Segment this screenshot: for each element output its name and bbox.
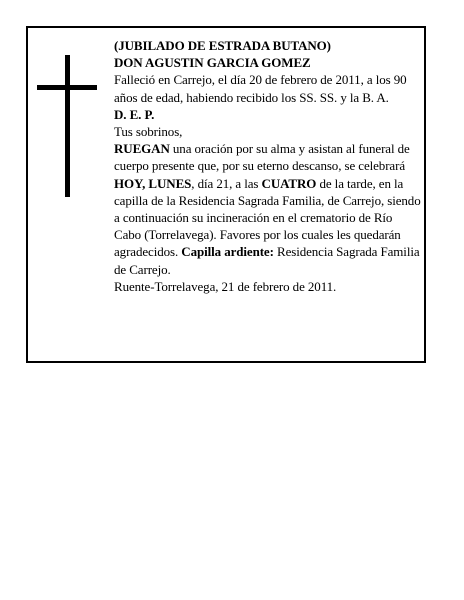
funeral-text-part1: una oración por su alma y asistan al funeral de cuerpo presente que, por su eterno descanso, se celebrará	[114, 141, 410, 174]
rest-in-peace: D. E. P.	[114, 106, 155, 122]
deceased-occupation: (JUBILADO DE ESTRADA BUTANO)	[114, 38, 331, 53]
funeral-day: HOY, LUNES	[114, 175, 192, 191]
funeral-time: CUATRO	[261, 175, 317, 191]
funeral-details	[114, 140, 422, 278]
chapel-label: Capilla ardiente:	[178, 244, 274, 260]
chapel-location: Residencia Sagrada Familia de Carrejo.	[114, 244, 420, 277]
place-and-date: Ruente-Torrelavega, 21 de febrero de 2011.	[114, 278, 337, 294]
request-verb: RUEGAN	[114, 141, 170, 157]
cross-icon	[65, 55, 70, 197]
deceased-name: DON AGUSTIN GARCIA GOMEZ	[114, 55, 311, 71]
cross-icon-arm	[37, 85, 97, 90]
death-statement: Falleció en Carrejo, el día 20 de febrero de 2011, a los 90 años de edad, habiendo recibido los SS. SS. y la B. A.	[114, 72, 407, 105]
notice-body	[114, 37, 422, 295]
mourners: Tus sobrinos,	[114, 124, 183, 140]
funeral-text-part2: , día 21, a las	[191, 175, 262, 191]
funeral-text-part3: de la tarde, en la capilla de la Residencia Sagrada Familia, de Carrejo, siendo a continuación su incineración en el crematorio de Río Cabo (Torrelavega). Favores por los cuales les quedarán agradecidos.	[114, 175, 421, 260]
